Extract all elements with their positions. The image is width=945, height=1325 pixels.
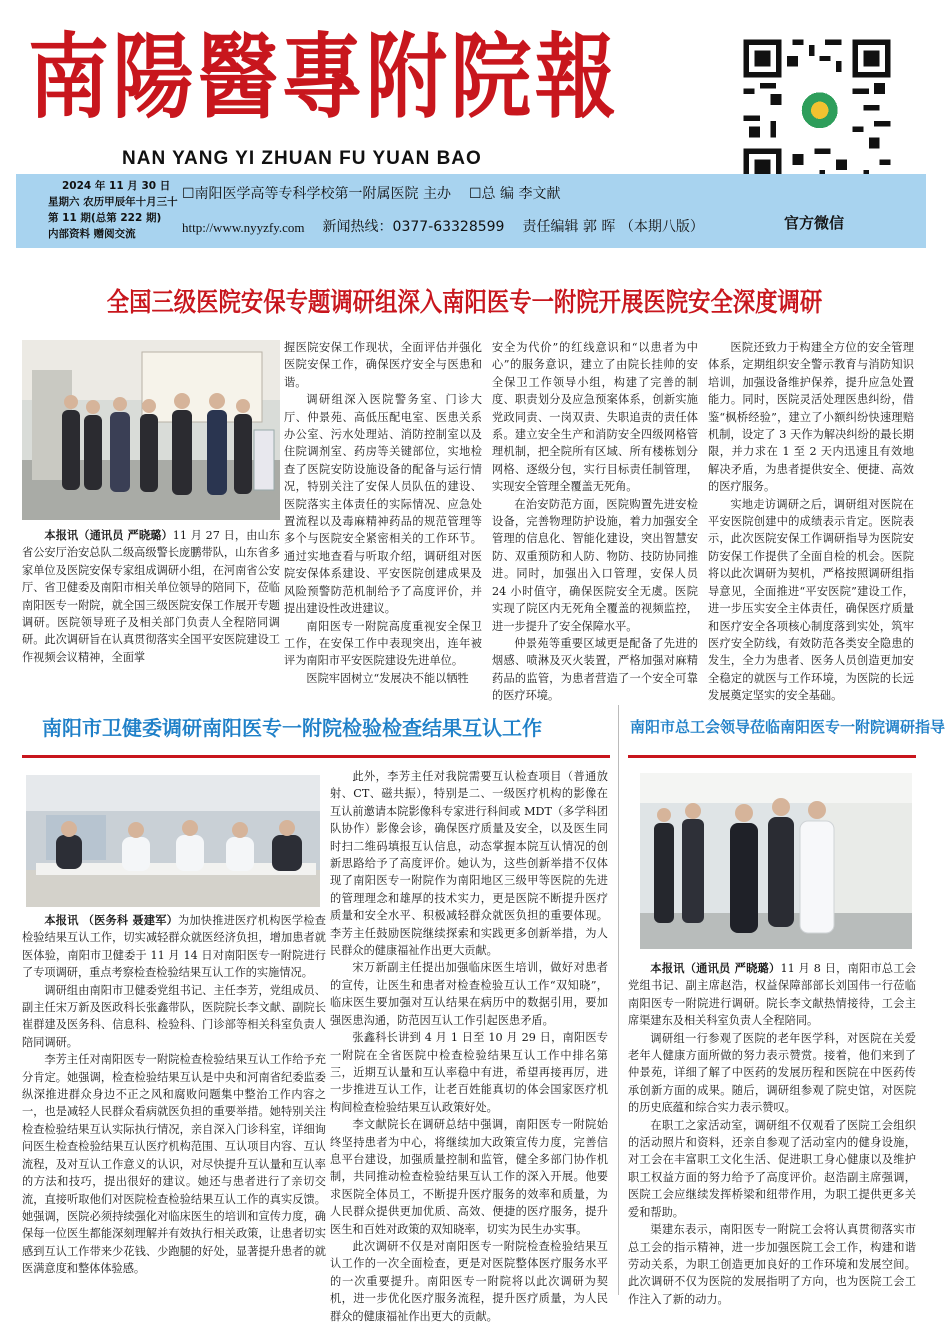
sponsor-text: ☐南阳医学高等专科学校第一附属医院 主办 (182, 186, 451, 202)
issue-date: 2024 年 11 月 30 日 (62, 180, 171, 192)
article2-paragraph: 宋万新副主任提出加强临床医生培训，做好对患者的宣传，让医生和患者对检查检验互认工作“双知晓”，临床医生要加强对互认结果在病历中的数据引用，要加强医患沟通，防范因互认工作引起医患矛盾。 (330, 961, 608, 1027)
article3-paragraph: 11 月 8 日，南阳市总工会党组书记、副主席赵浩，权益保障部部长刘国伟一行莅临南阳医专一附院进行调研。院长李文献热情接待，工会主席渠建东及相关科室负责人全程陪同。 (628, 962, 916, 1028)
editor-text: 责任编辑 郭 晖 （本期八版） (522, 219, 704, 235)
article1-paragraph: 安全为代价”的红线意识和“以患者为中心”的服务意识，建立了由院长挂帅的安全保卫工作领导小组，构建了完善的制度、职责划分及应急预案体系，创新实施党政同责、一岗双责、失职追责的责任体系。建立安全生产和消防安全四级网格管理机制，把全院所有区域、所有楼栋划分网格、逐级分包，实行目标责任制管理，实现安全管理全覆盖无死角。 (492, 341, 698, 494)
article1-paragraph: 医院还致力于构建全方位的安全管理体系，定期组织安全警示教育与消防知识培训，加强设备维护保养，提升应急处置能力。同时，医院灵活处理医患纠纷，借鉴“枫桥经验”，建立了小额纠纷快速理赔机制，设定了 3 天作为解决纠纷的最长期限，并力求在 1 至 2 天内迅速且有效地解决矛盾，为患者提供安全、便捷、高效的医疗服务。 (708, 341, 914, 494)
newspaper-title: 南陽醫專附院報 (28, 23, 620, 131)
website-link[interactable]: http://www.nyyzfy.com (182, 220, 305, 235)
article1-column-1 (22, 527, 280, 699)
article1-byline: 本报讯（通讯员 严晓璐） (44, 528, 173, 542)
article1-paragraph: 11 月 27 日，由山东省公安厅治安总队二级高级警长庞鹏带队，山东省多家单位及医院安保专家组成调研小组，在河南省公安厅、省卫健委及南阳市相关单位领导的陪同下，莅临南阳医专一附院，就全国三级医院安保工作展开专题调研。医院领导班子及相关部门负责人全程陪同调研。此次调研旨在认真贯彻落实全国平安医院建设工作视频会议精神，全面掌 (22, 529, 280, 664)
article2-paragraph: 李芳主任对南阳医专一附院检查检验结果互认工作给予充分肯定。她强调，检查检验结果互认是中央和河南省纪委监委纵深推进群众身边不正之风和腐败问题集中整治工作内容之一，也是减轻人民群众看病就医负担的重要举措。她特别关注检查检验结果互认实际执行情况，亲自深入门诊科室，详细询问医生检查检验结果互认医疗机构范围、互认项目内容、互认流程，及对互认工作意义的认识，对尽快提升互认量和互认率的方法和技巧，提出很好的建议。她还与患者进行了亲切交流，直接听取他们对医院检查检验结果互认工作的真实反馈。她强调，医院必须持续强化对临床医生的培训和宣传力度，确保每一位医生都能深刻理解并有效执行相关政策，让患者切实感到互认工作带来少花钱、少跑腿的好处，显著提升患者的就医满意度和整体体验感。 (22, 1053, 326, 1276)
article1-paragraph: 握医院安保工作现状，全面评估并强化医院安保工作，确保医疗安全与医患和谐。 (284, 341, 482, 389)
article1-photo (22, 340, 280, 520)
article2-paragraph: 张鑫科长讲到 4 月 1 日至 10 月 29 日，南阳医专一附院在全省医院中检查检验结果互认工作中排名第三，近期互认量和互认率稳中有进，希望再接再厉，进一步推进互认工作，让老百姓能真切的体会国家医疗机构间检查检验结果互认政策好处。 (330, 1031, 608, 1114)
article1-paragraph: 实地走访调研之后，调研组对医院在平安医院创建中的成绩表示肯定。医院表示，此次医院安保工作调研指导为医院安防安保工作提供了全面自检的机会。医院将以此次调研为契机，严格按照调研组指导意见，全面推进“平安医院”建设工作，进一步压实安全主体责任，确保医疗质量和医疗安全各项核心制度落到实处，筑牢医疗安全防线，有效防范各类安全隐患的发生，全力为患者、医务人员创造更加安全稳定的就医与工作环境，为医院的长远发展奠定坚实的安全基础。 (708, 497, 914, 703)
hotline-text: 新闻热线：0377-63328599 (322, 219, 505, 235)
article3-photo (640, 773, 912, 949)
article1-column-3 (492, 339, 698, 703)
issue-info-bar (16, 174, 926, 248)
article2-photo (26, 775, 320, 907)
article1-paragraph: 仲景苑等重要区域更是配备了先进的烟感、喷淋及灭火装置，严格加强对麻精药品的监管，为患者营造了一个安全可靠的医疗环境。 (492, 636, 698, 703)
article3-paragraph: 在职工之家活动室，调研组不仅观看了医院工会组织的活动照片和资料，还亲自参观了活动室内的健身设施，对工会在丰富职工文化生活、促进职工身心健康以及维护职工权益方面的努力给予了高度评价。赵浩副主席强调，医院工会应继续发挥桥梁和纽带作用，为职工提供更多关爱和帮助。 (628, 1118, 916, 1219)
publisher-info (182, 178, 704, 244)
issue-weekday: 星期六 农历甲辰年十月三十 (48, 196, 178, 208)
article2-paragraph: 调研组由南阳市卫健委党组书记、主任李芳，党组成员、副主任宋万新及医政科长张鑫带队，医院院长李文献、副院长崔群建及医务科、信息科、检验科、门诊部等相关科室负责人陪同调研。 (22, 983, 326, 1049)
article2-paragraph: 此次调研不仅是对南阳医专一附院检查检验结果互认工作的一次全面检查，更是对医院整体医疗服务水平的一次重要提升。南阳医专一附院将以此次调研为契机，进一步优化医疗服务流程，提升医疗质量，为人民群众的健康福祉作出更大的贡献。 (330, 1239, 608, 1323)
article1-headline: 全国三级医院安保专题调研组深入南阳医专一附院开展医院安全深度调研 (106, 288, 823, 318)
article2-column-1 (22, 912, 326, 1292)
article3-headline: 南阳市总工会领导莅临南阳医专一附院调研指导 (630, 718, 945, 736)
article3-paragraph: 调研组一行参观了医院的老年医学科，对医院在关爱老年人健康方面所做的努力表示赞赏。接着，他们来到了仲景苑，详细了解了中医药的发展历程和医院在中医药传承创新方面的成果。随后，调研组参观了院史馆，对医院的历史底蕴和综合实力表示赞叹。 (628, 1031, 916, 1115)
newspaper-pinyin: NAN YANG YI ZHUAN FU YUAN BAO (122, 148, 482, 169)
issue-number: 第 11 期(总第 222 期) (48, 212, 162, 224)
wechat-caption: 官方微信 (784, 214, 845, 232)
wechat-qr-code[interactable] (738, 34, 896, 192)
article1-paragraph: 医院牢固树立“发展决不能以牺牲 (306, 671, 469, 685)
article1-column-2 (274, 339, 482, 689)
article2-paragraph: 此外，李芳主任对我院需要互认检查项目（普通放射、CT、磁共振），特别是二、一级医疗机构的影像在互认前邀请本院影像科专家进行科间或 MDT（多学科团队协作）影像会诊，确保医疗质量及安全，以及医生同时扫二维码填报互认信息，动态掌握本院互认情况的创新思路给予了高度评价。她认为，这些创新举措不仅体现了南阳医专一附院作为南阳地区三级甲等医院的先进的管理理念和雄厚的技术实力，更是医院不断提升医疗质量和安全水平、积极减轻群众就医负担的重要体现。李芳主任鼓励医院继续探索和实践更多创新举措，为人民群众的健康福祉作出更大贡献。 (330, 770, 608, 958)
issue-internal: 内部资料 赠阅交流 (48, 228, 136, 240)
article1-column-4 (708, 339, 914, 703)
column-divider (618, 705, 619, 1295)
article2-column-2 (330, 768, 608, 1323)
article1-paragraph: 调研组深入医院警务室、门诊大厅、仲景苑、高低压配电室、医患关系办公室、污水处理站、消防控制室以及住院调剂室、药房等关键部位，实地检查了医院安防设施设备的配备与运行情况，特别关注了安保人员队伍的建设、医院落实主体责任的实际情况、应急处置流程以及毒麻精神药品的规范管理等多个与医院安全紧密相关的工作环节。通过实地查看与听取介绍，调研组对医院安保体系建设、平安医院创建成果及风险预警防范机制给予了高度评价，并提出建设性改进建议。 (284, 393, 482, 616)
article2-headline: 南阳市卫健委调研南阳医专一附院检验检查结果互认工作 (42, 716, 542, 740)
article1-paragraph: 在治安防范方面，医院购置先进安检设备，完善物理防护设施，着力加强安全管理的信息化、智能化建设，突出智慧安防、双重预防和人防、物防、技防协同推进。同时，加强出入口管理，安保人员 24 小时值守，确保医院安全无虞。医院实现了院区内无死角全覆盖的视频监控，进一步提升了安全保障水平。 (492, 497, 698, 633)
article3-rule (628, 755, 916, 758)
article2-rule (22, 755, 610, 758)
chief-editor-text: ☐总 编 李文献 (469, 186, 561, 202)
article1-paragraph: 南阳医专一附院高度重视安全保卫工作，在安保工作中表现突出，连年被评为南阳市平安医院建设先进单位。 (284, 619, 482, 668)
article3-paragraph: 渠建东表示，南阳医专一附院工会将认真贯彻落实市总工会的指示精神，进一步加强医院工会工作，构建和谐劳动关系，为职工创造更加良好的工作环境和发展空间。此次调研不仅为医院的发展指明了方向，也为医院工会工作注入了新的动力。 (628, 1223, 916, 1306)
masthead (0, 0, 929, 172)
article2-byline: 本报讯 （医务科 聂建军） (44, 913, 178, 927)
article3-column-1 (628, 960, 916, 1306)
article2-paragraph: 李文献院长在调研总结中强调，南阳医专一附院始终坚持患者为中心，将继续加大政策宣传力度，完善信息平台建设，加强质量控制和监管，健全多部门协作机制，共同推动检查检验结果互认工作的深入开展。他要求医院全体员工，不断提升医疗服务的效率和质量，为人民群众提供更加优质、高效、便捷的医疗服务，提升医生和百姓对政策的双知晓率，切实为民生办实事。 (330, 1118, 608, 1236)
article3-byline: 本报讯（通讯员 严晓璐） (650, 961, 781, 975)
issue-meta (48, 178, 178, 242)
article2-paragraph: 为加快推进医疗机构医学检查检验结果互认工作，切实减轻群众就医经济负担，增加患者就医体验，南阳市卫健委于 11 月 14 日对南阳医专一附院进行了专项调研，重点考察检查检验结果互认工作的实施情况。 (22, 914, 326, 980)
